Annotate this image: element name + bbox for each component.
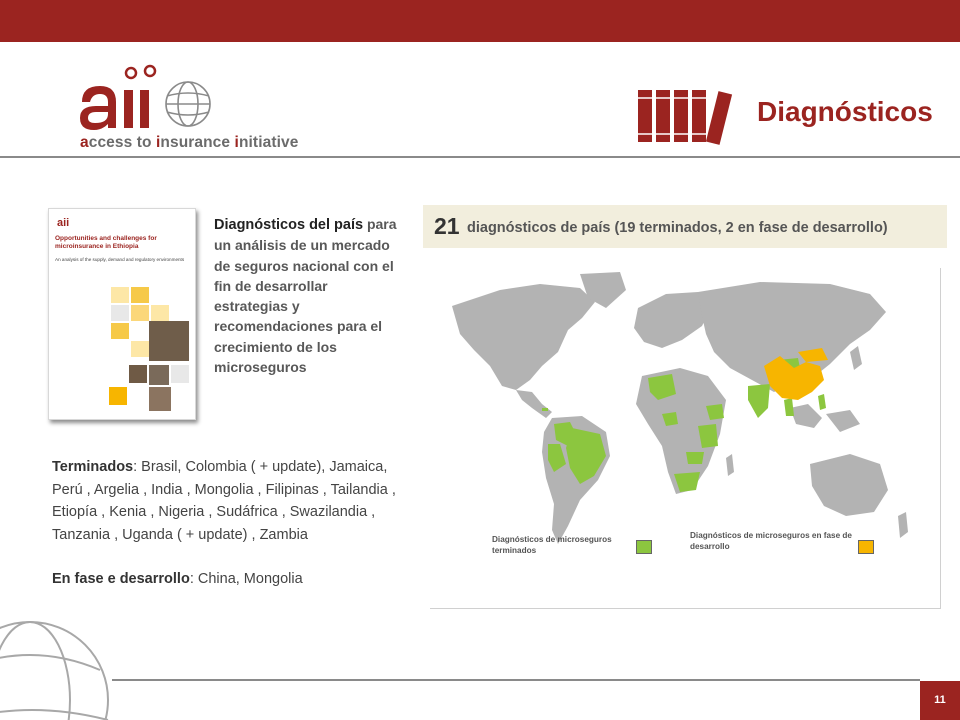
- highlight-text: diagnósticos de país (19 terminados, 2 en fase de desarrollo): [467, 220, 888, 236]
- done-label: Terminados: [52, 459, 134, 475]
- world-map: [430, 268, 940, 608]
- description-lead: Diagnósticos del país: [214, 217, 364, 233]
- dev-label: En fase e desarrollo: [52, 571, 190, 588]
- legend-done-label: Diagnósticos de microseguros terminados: [492, 535, 612, 555]
- globe-decoration-icon: [0, 620, 120, 720]
- dev-countries: [52, 568, 402, 591]
- books-icon: [636, 86, 736, 146]
- cover-mosaic: [49, 279, 195, 419]
- slide-title: Diagnósticos: [757, 96, 933, 127]
- highlight-count: 21: [434, 213, 460, 239]
- done-countries: [52, 456, 402, 546]
- legend-done-swatch: [636, 540, 652, 554]
- cover-subtitle: An analysis of the supply, demand and regulatory environments: [55, 257, 185, 262]
- top-bar: [0, 0, 960, 42]
- header-divider: [0, 156, 960, 158]
- diagnostics-description: [214, 214, 404, 377]
- page-number: 11: [920, 681, 960, 720]
- country-lists: [52, 456, 402, 591]
- done-items: : Brasil, Colombia ( + update), Jamaica, Perú , Argelia , India , Mongolia , Filipinas , Tailandia , Etiopía , Kenia , Nigeria , Sudáfrica , Swazilandia , Tanzania , Uganda ( + update) , Zambia: [52, 459, 396, 543]
- description-body: para un análisis de un mercado de seguros nacional con el fin de desarrollar estrategias y recomendaciones para el crecimiento de los microseguros: [214, 216, 397, 376]
- legend-dev-label: Diagnósticos de microseguros en fase de desarrollo: [690, 531, 852, 551]
- dev-items: : China, Mongolia: [189, 571, 303, 588]
- world-map-panel: [430, 268, 941, 609]
- cover-brand: aii: [57, 217, 70, 229]
- cover-title: Opportunities and challenges for microinsurance in Ethiopia: [55, 235, 157, 250]
- logo-tagline: access to insurance initiative: [80, 134, 299, 151]
- footer-divider: [112, 679, 920, 681]
- report-cover: [48, 208, 196, 420]
- legend-dev-swatch: [858, 540, 874, 554]
